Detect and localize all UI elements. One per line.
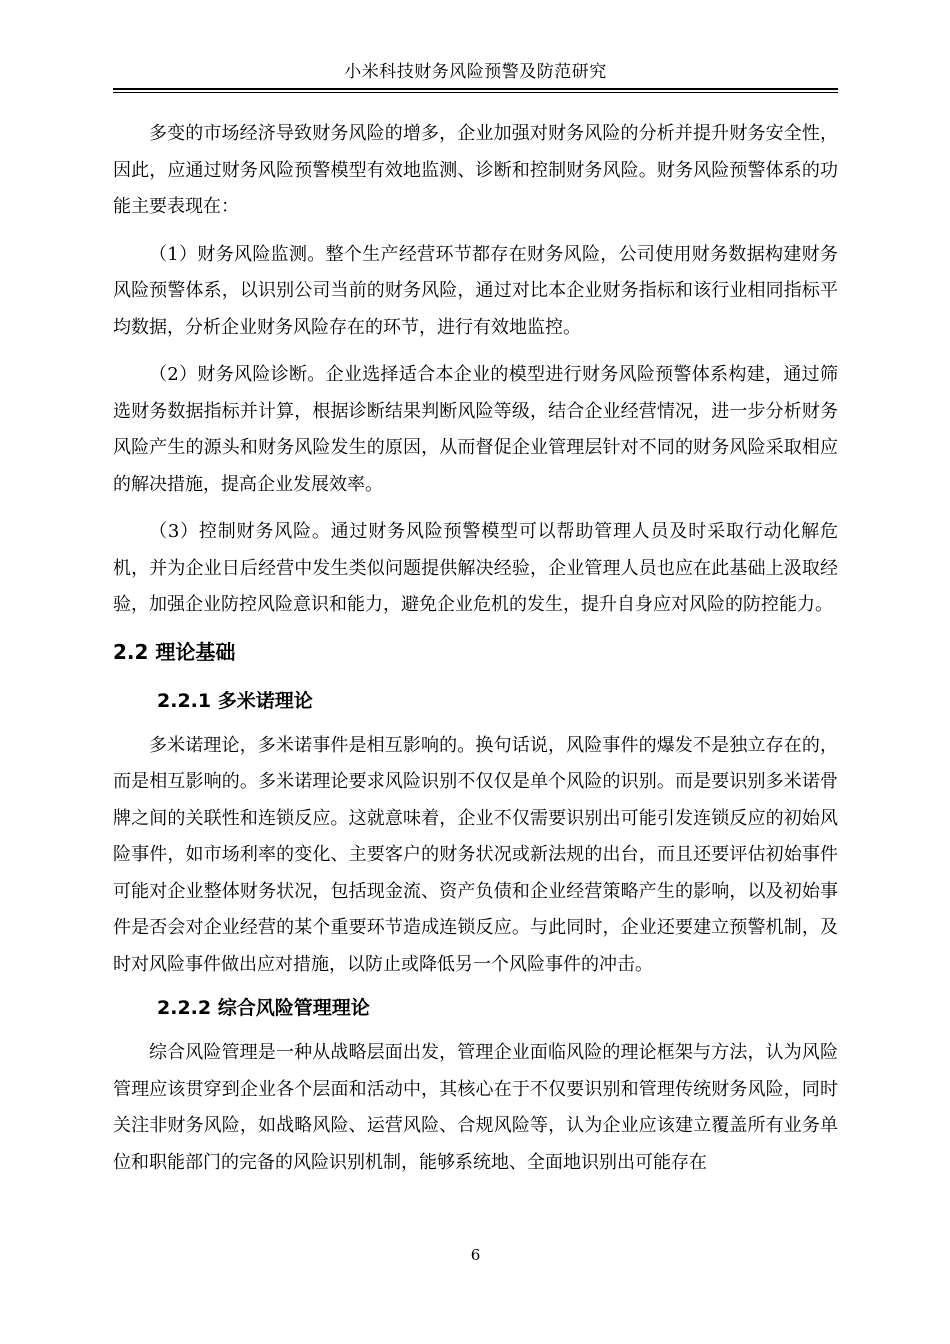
function-item-diagnosis: （2）财务风险诊断。企业选择适合本企业的模型进行财务风险预警体系构建，通过筛选财务数据指标并计算，根据诊断结果判断风险等级，结合企业经营情况，进一步分析财务风险产生的源头和财务风险发生的原因，从而督促企业管理层针对不同的财务风险采取相应的解决措施，提高企业发展效率。 [113,364,838,495]
section-heading-theory: 2.2 理论基础 [113,639,236,664]
document-body [113,116,838,1181]
integrated-risk-paragraph: 综合风险管理是一种从战略层面出发，管理企业面临风险的理论框架与方法，认为风险管理应该贯穿到企业各个层面和活动中，其核心在于不仅要识别和管理传统财务风险，同时关注非财务风险，如战略风险、运营风险、合规风险等，认为企业应该建立覆盖所有业务单位和职能部门的完备的风险识别机制，能够系统地、全面地识别出可能存在 [113,1042,838,1173]
header-rule-thick [113,88,838,90]
intro-paragraph: 多变的市场经济导致财务风险的增多，企业加强对财务风险的分析并提升财务安全性，因此，应通过财务风险预警模型有效地监测、诊断和控制财务风险。财务风险预警体系的功能主要表现在： [113,123,838,217]
page-number: 6 [470,1246,481,1264]
domino-theory-paragraph: 多米诺理论，多米诺事件是相互影响的。换句话说，风险事件的爆发不是独立存在的，而是相互影响的。多米诺理论要求风险识别不仅仅是单个风险的识别。而是要识别多米诺骨牌之间的关联性和连锁反应。这就意味着，企业不仅需要识别出可能引发连锁反应的初始风险事件，如市场利率的变化、主要客户的财务状况或新法规的出台，而且还要评估初始事件可能对企业整体财务状况，包括现金流、资产负债和企业经营策略产生的影响，以及初始事件是否会对企业经营的某个重要环节造成连锁反应。与此同时，企业还要建立预警机制，及时对风险事件做出应对措施，以防止或降低另一个风险事件的冲击。 [113,734,838,975]
function-item-monitoring: （1）财务风险监测。整个生产经营环节都存在财务风险，公司使用财务数据构建财务风险预警体系，以识别公司当前的财务风险，通过对比本企业财务指标和该行业相同指标平均数据，分析企业财务风险存在的环节，进行有效地监控。 [113,243,838,338]
running-header: 小米科技财务风险预警及防范研究 [344,62,607,82]
subsection-heading-integrated-risk: 2.2.2 综合风险管理理论 [157,997,370,1019]
header-rule-thin [113,92,838,93]
subsection-heading-domino: 2.2.1 多米诺理论 [157,689,313,712]
function-item-control: （3）控制财务风险。通过财务风险预警模型可以帮助管理人员及时采取行动化解危机，并为企业日后经营中发生类似问题提供解决经验，企业管理人员也应在此基础上汲取经验，加强企业防控风险意识和能力，避免企业危机的发生，提升自身应对风险的防控能力。 [113,521,838,615]
